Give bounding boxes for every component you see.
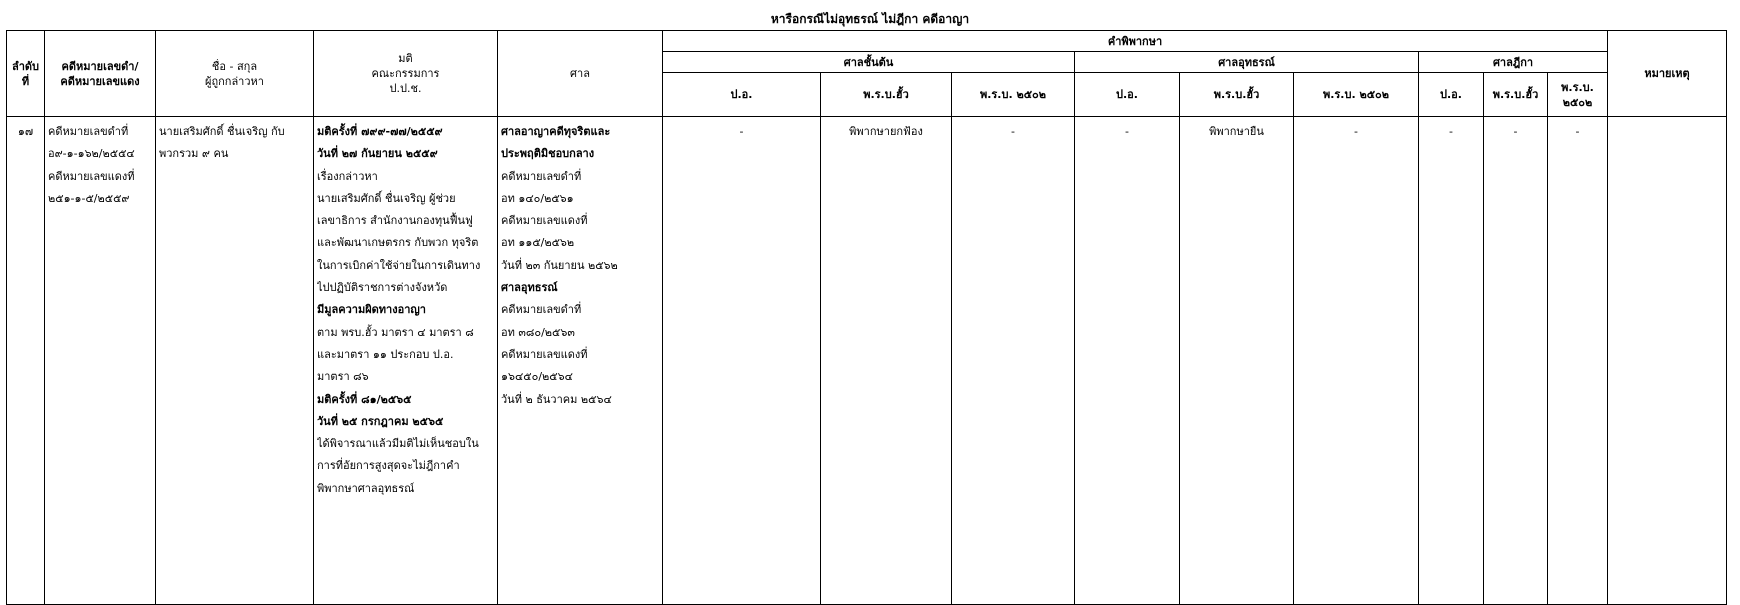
text-line: คดีหมายเลขดำที่: [501, 303, 582, 317]
text-line: ศาลอาญาคดีทุจริตและ: [501, 125, 611, 138]
text-line: เลขาธิการ สำนักงานกองทุนฟื้นฟู: [317, 214, 473, 228]
text-line: อท ๑๑๕/๒๕๖๒: [501, 236, 575, 250]
text-line: นายเสริมศักดิ์ ชื่นเจริญ ผู้ช่วย: [317, 191, 456, 205]
header-supreme-court: ศาลฎีกา: [1419, 52, 1608, 73]
text-line: วันที่ ๒ ธันวาคม ๒๕๖๔: [501, 392, 612, 406]
header-judgment: คำพิพากษา: [663, 31, 1608, 52]
cell-supreme-po: -: [1419, 117, 1484, 605]
text-line: คดีหมายเลขดำที่: [501, 169, 582, 183]
cell-first-prb-2502: -: [952, 117, 1075, 605]
text-line: คดีหมายเลขแดงที่: [501, 214, 588, 228]
cell-appeal-po: -: [1075, 117, 1180, 605]
header-supreme-po: ป.อ.: [1419, 73, 1484, 117]
header-case-no: คดีหมายเลขดำ/ คดีหมายเลขแดง: [45, 31, 156, 117]
text-line: เรื่องกล่าวหา: [317, 169, 378, 183]
header-appeal-prb-hua: พ.ร.บ.ฮั้ว: [1180, 73, 1294, 117]
cell-supreme-prb-hua: -: [1484, 117, 1548, 605]
cell-supreme-prb-2502: -: [1548, 117, 1608, 605]
text-line: ประพฤติมิชอบกลาง: [501, 147, 595, 161]
cell-case-no: คดีหมายเลขดำที่ อ๙-๑-๑๖๒/๒๕๕๔ คดีหมายเลขแดงที่ ๒๕๑-๑-๕/๒๕๕๙: [45, 117, 156, 605]
text-line: มติครั้งที่ ๗๙๙-๗๗/๒๕๕๙: [317, 125, 443, 138]
text-line: มีมูลความผิดทางอาญา: [317, 303, 426, 317]
cell-appeal-prb-hua: พิพากษายืน: [1180, 117, 1294, 605]
text-line: วันที่ ๒๓ กันยายน ๒๕๖๒: [501, 258, 618, 272]
header-appeal-prb-2502: พ.ร.บ. ๒๕๐๒: [1294, 73, 1419, 117]
text-line: ๑๖๔๕๐/๒๕๖๔: [501, 370, 573, 384]
header-name: ชื่อ - สกุล ผู้ถูกกล่าวหา: [156, 31, 314, 117]
text-line: วันที่ ๒๕ กรกฎาคม ๒๕๖๕: [317, 414, 444, 428]
cell-court: [498, 117, 663, 605]
page-title: หารือกรณีไม่อุทธรณ์ ไม่ฎีกา คดีอาญา: [770, 12, 970, 26]
header-supreme-prb-hua: พ.ร.บ.ฮั้ว: [1484, 73, 1548, 117]
text-line: ศาลอุทธรณ์: [501, 281, 558, 295]
text-line: การที่อัยการสูงสุดจะไม่ฎีกาคำ: [317, 459, 460, 473]
header-supreme-prb-2502: พ.ร.บ. ๒๕๐๒: [1548, 73, 1608, 117]
cell-remarks: [1608, 117, 1727, 605]
header-resolution: มติ คณะกรรมการ ป.ป.ช.: [314, 31, 498, 117]
text-line: ไปปฏิบัติราชการต่างจังหวัด: [317, 281, 448, 295]
text-line: พิพากษาศาลอุทธรณ์: [317, 481, 415, 495]
table-row: [7, 117, 1727, 605]
header-appeal-po: ป.อ.: [1075, 73, 1180, 117]
text-line: ตาม พรบ.ฮั้ว มาตรา ๔ มาตรา ๘: [317, 325, 474, 339]
header-no: ลำดับ ที่: [7, 31, 45, 117]
text-line: มติครั้งที่ ๘๑/๒๕๖๕: [317, 392, 412, 406]
header-row-1: [7, 31, 1727, 52]
header-court: ศาล: [498, 31, 663, 117]
text-line: และมาตรา ๑๑ ประกอบ ป.อ.: [317, 347, 454, 361]
cell-no: ๑๗: [7, 117, 45, 605]
header-first-po: ป.อ.: [663, 73, 821, 117]
cell-first-po: -: [663, 117, 821, 605]
text-line: และพัฒนาเกษตรกร กับพวก ทุจริต: [317, 236, 479, 250]
cell-first-prb-hua: พิพากษายกฟ้อง: [821, 117, 952, 605]
text-line: อท ๓๘๐/๒๕๖๓: [501, 325, 575, 339]
header-remarks: หมายเหตุ: [1608, 31, 1727, 117]
header-first-prb-2502: พ.ร.บ. ๒๕๐๒: [952, 73, 1075, 117]
text-line: ในการเบิกค่าใช้จ่ายในการเดินทาง: [317, 258, 481, 272]
header-appeal-court: ศาลอุทธรณ์: [1075, 52, 1419, 73]
text-line: อท ๑๔๐/๒๕๖๑: [501, 191, 574, 205]
text-line: มาตรา ๘๖: [317, 370, 369, 384]
header-first-court: ศาลชั้นต้น: [663, 52, 1075, 73]
text-line: คดีหมายเลขแดงที่: [501, 347, 588, 361]
text-line: วันที่ ๒๗ กันยายน ๒๕๕๙: [317, 147, 438, 161]
cell-name: นายเสริมศักดิ์ ชื่นเจริญ กับ พวกรวม ๙ คน: [156, 117, 314, 605]
case-table: [6, 30, 1727, 605]
cell-resolution: [314, 117, 498, 605]
text-line: ได้พิจารณาแล้วมีมติไม่เห็นชอบใน: [317, 437, 479, 451]
cell-appeal-prb-2502: -: [1294, 117, 1419, 605]
header-first-prb-hua: พ.ร.บ.ฮั้ว: [821, 73, 952, 117]
